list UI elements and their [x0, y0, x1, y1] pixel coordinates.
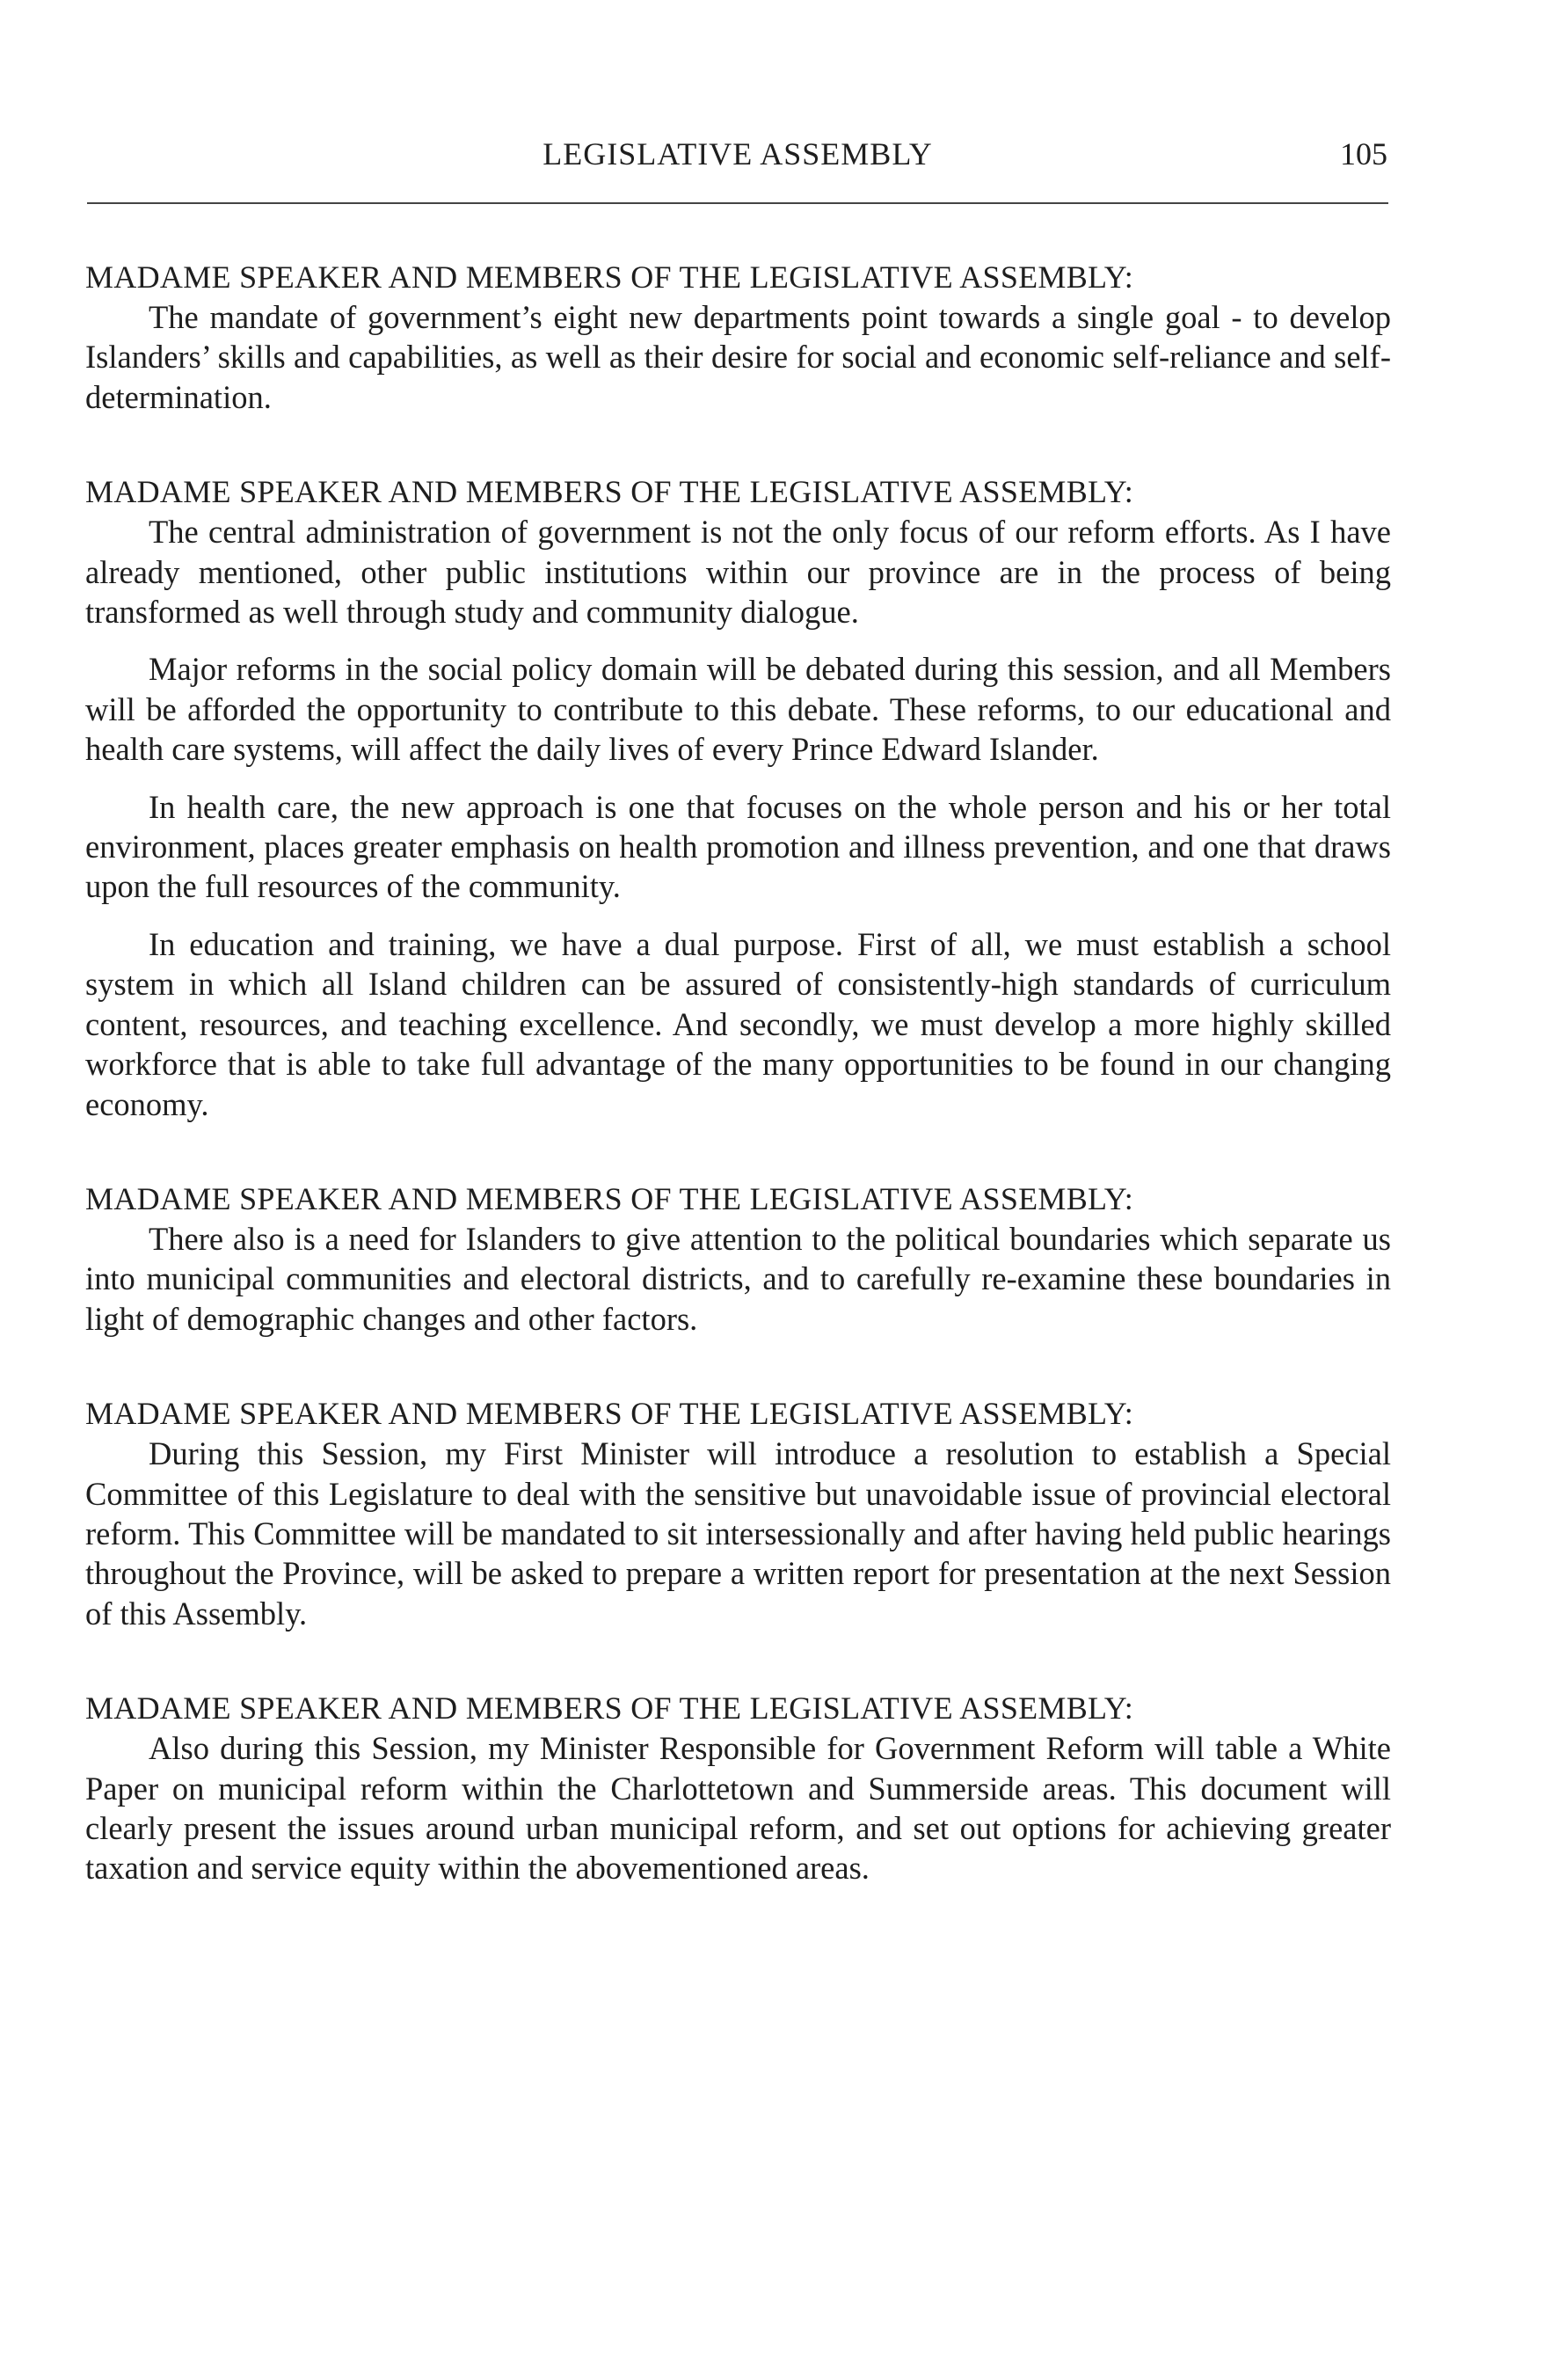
paragraph: Also during this Session, my Minister Responsible for Government Reform will table a White Paper on municipal reform within the Charlottetown and Summerside areas. This document will clearly present the issues around urban municipal reform, and set out options for achieving greater taxation and service equity within the abovementioned areas. — [85, 1730, 1391, 1887]
page-number: 105 — [1340, 136, 1387, 172]
speech-section-2 — [85, 471, 1391, 1124]
paragraph: The mandate of government’s eight new departments point towards a single goal - to develop Islanders’ skills and capabilities, as well as their desire for social and economic self-reliance and self-determination. — [85, 299, 1391, 415]
paragraph: There also is a need for Islanders to give attention to the political boundaries which separate us into municipal communities and electoral districts, and to carefully re-examine these boundaries in light of demographic changes and other factors. — [85, 1220, 1391, 1337]
speech-section-5 — [85, 1688, 1391, 1888]
salutation: MADAME SPEAKER AND MEMBERS OF THE LEGISLATIVE ASSEMBLY: — [85, 1180, 1134, 1216]
header-rule — [87, 202, 1388, 204]
salutation: MADAME SPEAKER AND MEMBERS OF THE LEGISLATIVE ASSEMBLY: — [85, 1396, 1134, 1432]
speech-section-1 — [85, 257, 1391, 417]
paragraph: In health care, the new approach is one that focuses on the whole person and his or her total environment, places greater emphasis on health promotion and illness prevention, and one that draws upon the full resources of the community. — [85, 788, 1391, 905]
paragraph: During this Session, my First Minister will introduce a resolution to establish a Special Committee of this Legislature to deal with the sensitive but unavoidable issue of provincial electoral reform. This Committee will be mandated to sit intersessionally and after having held public hearings throughout the Province, will be asked to prepare a written report for presentation at the next Session of this Assembly. — [85, 1435, 1391, 1632]
salutation: MADAME SPEAKER AND MEMBERS OF THE LEGISLATIVE ASSEMBLY: — [85, 259, 1134, 295]
running-header — [88, 134, 1387, 174]
salutation: MADAME SPEAKER AND MEMBERS OF THE LEGISLATIVE ASSEMBLY: — [85, 1690, 1134, 1727]
paragraph: The central administration of government is not the only focus of our reform efforts. As I have already mentioned, other public institutions within our province are in the process of being transformed as well through study and community dialogue. — [85, 514, 1391, 631]
speech-section-3 — [85, 1179, 1391, 1339]
paragraph: Major reforms in the social policy domain will be debated during this session, and all Members will be afforded the opportunity to contribute to this debate. These reforms, to our educational and health care systems, will affect the daily lives of every Prince Edward Islander. — [85, 651, 1391, 768]
body-text — [85, 257, 1391, 1888]
running-title: LEGISLATIVE ASSEMBLY — [542, 136, 933, 172]
speech-section-4 — [85, 1393, 1391, 1633]
salutation: MADAME SPEAKER AND MEMBERS OF THE LEGISLATIVE ASSEMBLY: — [85, 474, 1134, 510]
paragraph: In education and training, we have a dual purpose. First of all, we must establish a school system in which all Island children can be assured of consistently-high standards of curriculum content, resources, and teaching excellence. And secondly, we must develop a more highly skilled workforce that is able to take full advantage of the many opportunities to be found in our changing economy. — [85, 925, 1391, 1122]
